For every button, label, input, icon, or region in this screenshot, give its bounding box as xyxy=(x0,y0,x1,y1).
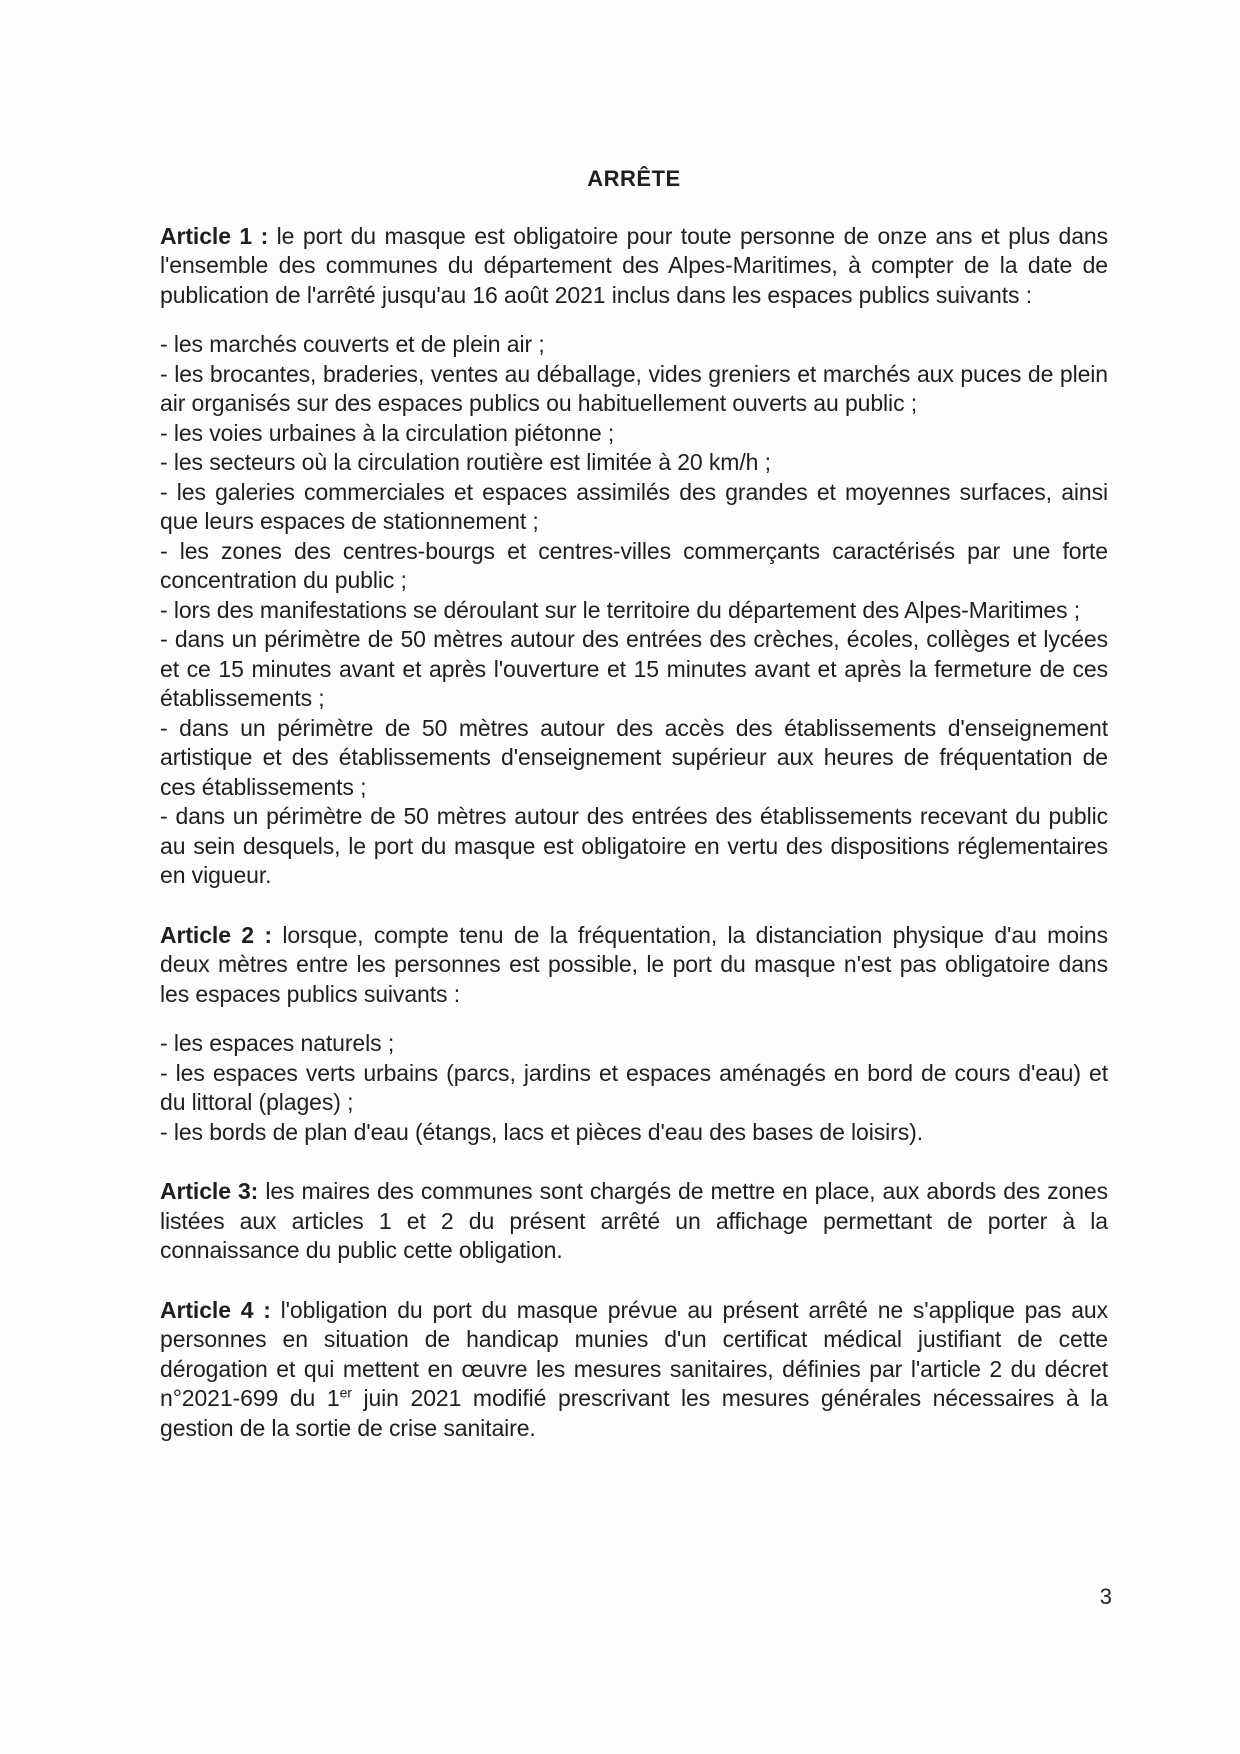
article-3-label: Article 3: xyxy=(160,1178,259,1204)
article-2-list xyxy=(160,1029,1108,1147)
list-item: - les secteurs où la circulation routière est limitée à 20 km/h ; xyxy=(160,449,771,475)
article-4 xyxy=(160,1296,1108,1444)
article-2-label: Article 2 : xyxy=(160,921,272,948)
article-1 xyxy=(160,222,1108,891)
article-1-list xyxy=(160,330,1108,891)
list-item: - dans un périmètre de 50 mètres autour des accès des établissements d'enseignement artistique et des établissements d'enseignement supérieur aux heures de fréquentation de ces établissements ; xyxy=(160,714,1108,800)
list-item: - lors des manifestations se déroulant sur le territoire du département des Alpes-Maritimes ; xyxy=(160,596,1081,623)
article-4-text-after: juin 2021 modifié prescrivant les mesures générales nécessaires à la gestion de la sortie de crise sanitaire. xyxy=(160,1385,1108,1441)
list-item: - les marchés couverts et de plein air ; xyxy=(160,331,545,357)
article-1-text: le port du masque est obligatoire pour toute personne de onze ans et plus dans l'ensemble des communes du département des Alpes-Maritimes, à compter de la date de publication de l'arrêté jusqu'au 16 août 2021 inclus dans les espaces publics suivants : xyxy=(160,222,1109,308)
list-item: - les bords de plan d'eau (étangs, lacs et pièces d'eau des bases de loisirs). xyxy=(160,1118,923,1145)
article-3-paragraph xyxy=(160,1177,1108,1266)
document-body xyxy=(160,150,1108,1473)
article-1-label: Article 1 : xyxy=(160,222,269,249)
article-2 xyxy=(160,921,1108,1148)
article-2-text: lorsque, compte tenu de la fréquentation, la distanciation physique d'au moins deux mètres entre les personnes est possible, le port du masque n'est pas obligatoire dans les espaces publics suivants : xyxy=(160,921,1109,1007)
articles-container xyxy=(160,222,1108,1266)
article-3-text: les maires des communes sont chargés de mettre en place, aux abords des zones listées aux articles 1 et 2 du présent arrêté un affichage permettant de porter à la connaissance du public cette obligation. xyxy=(160,1178,1108,1263)
document-title: ARRÊTE xyxy=(587,166,681,191)
list-item: - les galeries commerciales et espaces assimilés des grandes et moyennes surfaces, ainsi que leurs espaces de stationnement ; xyxy=(160,478,1108,534)
article-1-paragraph xyxy=(160,222,1108,311)
article-4-superscript: er xyxy=(339,1384,352,1401)
list-item: - les espaces verts urbains (parcs, jardins et espaces aménagés en bord de cours d'eau) et du littoral (plages) ; xyxy=(160,1059,1108,1115)
page-number: 3 xyxy=(1099,1584,1112,1609)
list-item: - les zones des centres-bourgs et centres-villes commerçants caractérisés par une forte concentration du public ; xyxy=(160,537,1108,593)
article-2-paragraph xyxy=(160,921,1108,1010)
list-item: - les espaces naturels ; xyxy=(160,1030,395,1056)
article-3 xyxy=(160,1177,1108,1266)
article-4-text-before: l'obligation du port du masque prévue au présent arrêté ne s'applique pas aux personnes en situation de handicap munies d'un certificat médical justifiant de cette dérogation et qui mettent en œuvre les mesures sanitaires, définies par l'article 2 du décret n°2021-699 du 1 xyxy=(160,1296,1108,1411)
list-item: - les brocantes, braderies, ventes au déballage, vides greniers et marchés aux puces de plein air organisés sur des espaces publics ou habituellement ouverts au public ; xyxy=(160,360,1108,416)
list-item: - dans un périmètre de 50 mètres autour des entrées des crèches, écoles, collèges et lycées et ce 15 minutes avant et après l'ouverture et 15 minutes avant et après la fermeture de ces établissements ; xyxy=(160,626,1108,711)
list-item: - dans un périmètre de 50 mètres autour des entrées des établissements recevant du public au sein desquels, le port du masque est obligatoire en vertu des dispositions réglementaires en vigueur. xyxy=(160,803,1108,888)
article-4-label: Article 4 : xyxy=(160,1296,271,1323)
article-4-paragraph xyxy=(160,1296,1108,1444)
list-item: - les voies urbaines à la circulation piétonne ; xyxy=(160,419,615,446)
